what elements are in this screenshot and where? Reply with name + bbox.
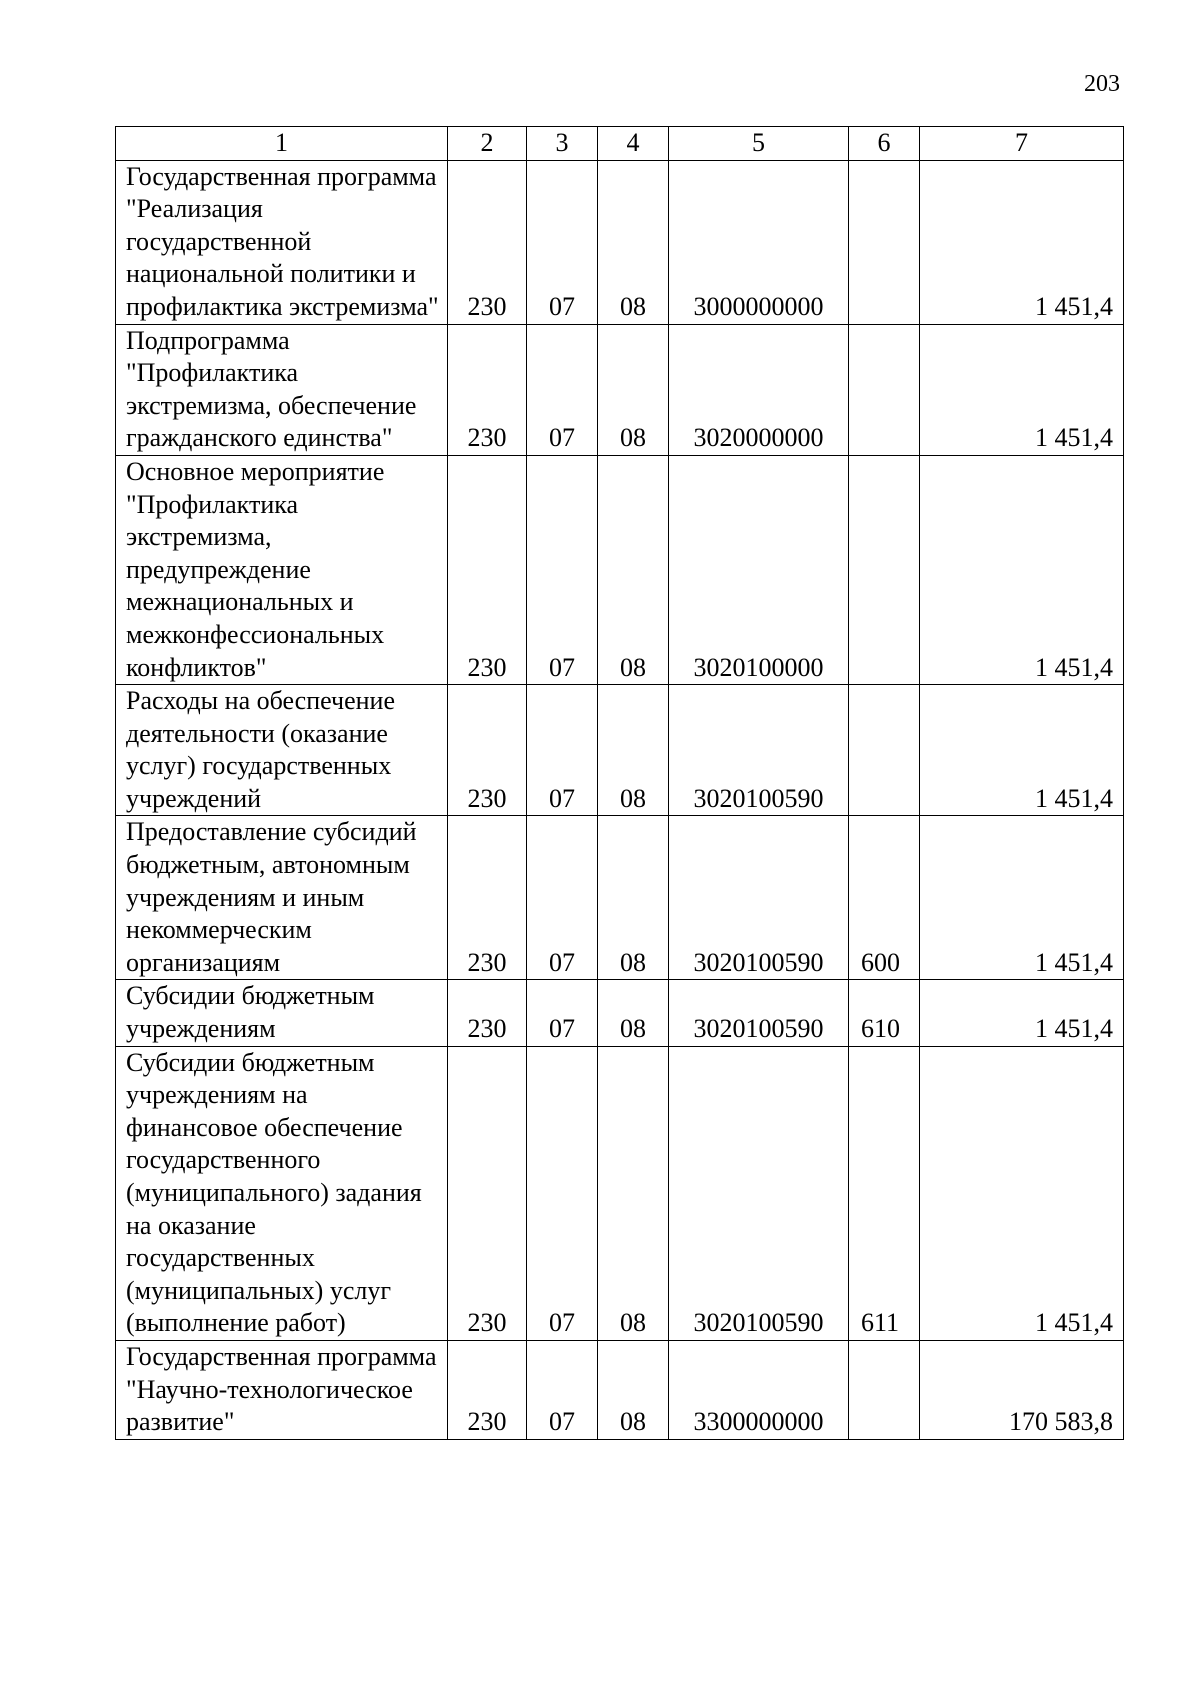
row-name: Субсидии бюджетным учреждениям на финансовое обеспечение государственного (муниципального) задания на оказание государственных (муниципальных) услуг (выполнение работ) — [116, 1046, 448, 1340]
column-header: 3 — [527, 127, 598, 161]
row-col4: 08 — [598, 816, 669, 980]
row-col4: 08 — [598, 1340, 669, 1439]
row-name: Подпрограмма "Профилактика экстремизма, обеспечение гражданского единства" — [116, 324, 448, 455]
row-col2: 230 — [448, 1046, 527, 1340]
row-col3: 07 — [527, 455, 598, 684]
row-name: Государственная программа "Научно-технологическое развитие" — [116, 1340, 448, 1439]
row-col5: 3020100590 — [669, 980, 849, 1046]
table-row — [116, 324, 1124, 455]
row-col5: 3020100000 — [669, 455, 849, 684]
table-row — [116, 1340, 1124, 1439]
row-col4: 08 — [598, 685, 669, 816]
row-col7: 1 451,4 — [920, 160, 1124, 324]
column-header: 7 — [920, 127, 1124, 161]
column-header: 6 — [849, 127, 920, 161]
table-row — [116, 980, 1124, 1046]
row-col7: 1 451,4 — [920, 685, 1124, 816]
row-col5: 3020100590 — [669, 816, 849, 980]
table-row — [116, 816, 1124, 980]
column-header: 5 — [669, 127, 849, 161]
row-col5: 3020100590 — [669, 1046, 849, 1340]
row-name: Государственная программа "Реализация государственной национальной политики и профилактика экстремизма" — [116, 160, 448, 324]
row-col5: 3020100590 — [669, 685, 849, 816]
row-col6 — [849, 455, 920, 684]
column-header: 2 — [448, 127, 527, 161]
table-row — [116, 1046, 1124, 1340]
row-col3: 07 — [527, 1340, 598, 1439]
row-col3: 07 — [527, 980, 598, 1046]
row-col4: 08 — [598, 455, 669, 684]
row-col3: 07 — [527, 816, 598, 980]
row-col6 — [849, 1340, 920, 1439]
table-row — [116, 160, 1124, 324]
row-col3: 07 — [527, 160, 598, 324]
row-col7: 1 451,4 — [920, 816, 1124, 980]
row-col2: 230 — [448, 816, 527, 980]
row-col6: 610 — [849, 980, 920, 1046]
row-col7: 1 451,4 — [920, 455, 1124, 684]
row-name: Предоставление субсидий бюджетным, автономным учреждениям и иным некоммерческим организациям — [116, 816, 448, 980]
row-col3: 07 — [527, 324, 598, 455]
row-col2: 230 — [448, 1340, 527, 1439]
table-header-row — [116, 127, 1124, 161]
row-col3: 07 — [527, 1046, 598, 1340]
row-col7: 1 451,4 — [920, 980, 1124, 1046]
row-col6 — [849, 160, 920, 324]
row-name: Расходы на обеспечение деятельности (оказание услуг) государственных учреждений — [116, 685, 448, 816]
row-col2: 230 — [448, 160, 527, 324]
row-col7: 1 451,4 — [920, 1046, 1124, 1340]
row-col4: 08 — [598, 324, 669, 455]
row-col7: 170 583,8 — [920, 1340, 1124, 1439]
row-col2: 230 — [448, 455, 527, 684]
row-col2: 230 — [448, 980, 527, 1046]
row-col6 — [849, 324, 920, 455]
row-col5: 3300000000 — [669, 1340, 849, 1439]
row-col2: 230 — [448, 324, 527, 455]
row-col6 — [849, 685, 920, 816]
row-col3: 07 — [527, 685, 598, 816]
column-header: 1 — [116, 127, 448, 161]
row-col4: 08 — [598, 160, 669, 324]
page-number: 203 — [1084, 71, 1120, 97]
column-header: 4 — [598, 127, 669, 161]
row-col5: 3020000000 — [669, 324, 849, 455]
row-col7: 1 451,4 — [920, 324, 1124, 455]
row-col4: 08 — [598, 1046, 669, 1340]
row-col6: 611 — [849, 1046, 920, 1340]
row-name: Основное мероприятие "Профилактика экстремизма, предупреждение межнациональных и межконфессиональных конфликтов" — [116, 455, 448, 684]
table-row — [116, 455, 1124, 684]
row-col4: 08 — [598, 980, 669, 1046]
row-col6: 600 — [849, 816, 920, 980]
budget-table — [115, 126, 1124, 1440]
row-col5: 3000000000 — [669, 160, 849, 324]
row-name: Субсидии бюджетным учреждениям — [116, 980, 448, 1046]
table-row — [116, 685, 1124, 816]
row-col2: 230 — [448, 685, 527, 816]
